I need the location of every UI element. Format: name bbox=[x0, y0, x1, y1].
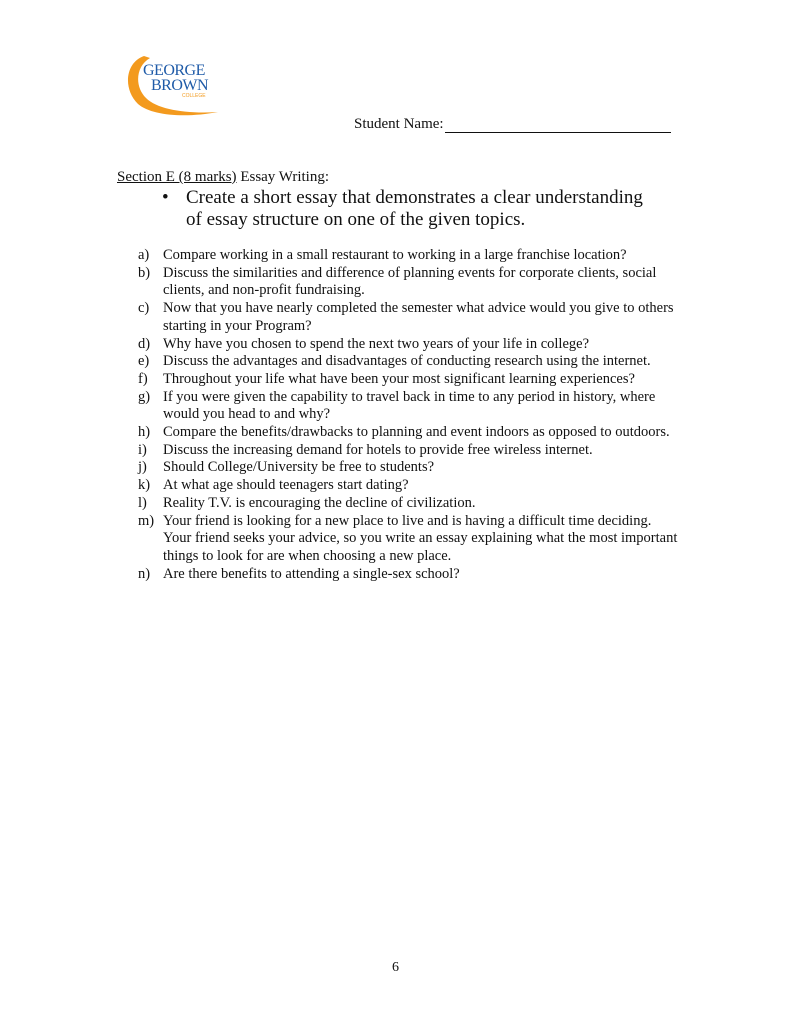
topic-item bbox=[138, 495, 678, 513]
topic-item bbox=[138, 353, 678, 371]
topic-text: Are there benefits to attending a single-sex school? bbox=[163, 565, 460, 582]
logo-line-george: GEORGE bbox=[143, 62, 205, 79]
topic-letter: d) bbox=[138, 335, 151, 352]
topic-text: Your friend is looking for a new place to live and is having a difficult time deciding. Your friend seeks your advice, so you write an essay explaining what the most important things to look for are when choosing a new place. bbox=[163, 512, 678, 564]
topic-letter: h) bbox=[138, 424, 151, 441]
topic-text: Should College/University be free to students? bbox=[163, 459, 435, 476]
topic-text: Throughout your life what have been your most significant learning experiences? bbox=[163, 370, 635, 387]
topic-letter: a) bbox=[138, 247, 150, 263]
instruction-text: Create a short essay that demonstrates a clear understanding of essay structure on one of the given topics. bbox=[186, 187, 643, 230]
topic-letter: n) bbox=[138, 565, 151, 582]
student-name-field bbox=[354, 116, 671, 133]
student-name-blank-line bbox=[445, 118, 671, 133]
topic-item bbox=[138, 389, 678, 424]
topic-letter: j) bbox=[138, 459, 147, 476]
topic-item bbox=[138, 513, 678, 566]
topic-text: If you were given the capability to travel back in time to any period in history, where would you head to and why? bbox=[163, 388, 656, 423]
page-number: 6 bbox=[392, 960, 399, 975]
topic-item bbox=[138, 247, 678, 265]
topic-letter: i) bbox=[138, 441, 147, 458]
section-heading bbox=[117, 169, 329, 186]
topic-letter: l) bbox=[138, 494, 147, 511]
topic-list bbox=[138, 247, 678, 583]
topic-text: Reality T.V. is encouraging the decline of civilization. bbox=[163, 494, 476, 511]
logo-graphic bbox=[124, 52, 224, 120]
topic-item bbox=[138, 336, 678, 354]
topic-text: Discuss the increasing demand for hotels to provide free wireless internet. bbox=[163, 441, 593, 458]
topic-item bbox=[138, 459, 678, 477]
logo-line-college: COLLEGE bbox=[182, 93, 206, 99]
topic-item bbox=[138, 442, 678, 460]
topic-letter: e) bbox=[138, 353, 150, 370]
section-title-rest: Essay Writing: bbox=[236, 169, 330, 185]
logo-line-brown: BROWN bbox=[151, 77, 209, 94]
topic-item bbox=[138, 300, 678, 335]
topic-text: Now that you have nearly completed the semester what advice would you give to others starting in your Program? bbox=[163, 300, 674, 334]
student-name-label: Student Name: bbox=[354, 116, 444, 132]
topic-text: Why have you chosen to spend the next two years of your life in college? bbox=[163, 335, 590, 352]
topic-item bbox=[138, 424, 678, 442]
topic-text: Compare the benefits/drawbacks to planning and event indoors as opposed to outdoors. bbox=[163, 424, 670, 441]
topic-item bbox=[138, 566, 678, 584]
section-title-underlined: Section E (8 marks) bbox=[117, 169, 237, 185]
topic-text: Discuss the similarities and difference of planning events for corporate clients, social clients, and non-profit fundraising. bbox=[163, 264, 657, 299]
topic-letter: m) bbox=[138, 512, 155, 529]
topic-letter: k) bbox=[138, 477, 151, 494]
topic-item bbox=[138, 477, 678, 495]
topic-item bbox=[138, 265, 678, 300]
topic-item bbox=[138, 371, 678, 389]
topic-text: Discuss the advantages and disadvantages of conducting research using the internet. bbox=[163, 353, 651, 370]
topic-text: Compare working in a small restaurant to working in a large franchise location? bbox=[163, 247, 627, 263]
topic-text: At what age should teenagers start dating? bbox=[163, 477, 409, 494]
topic-letter: b) bbox=[138, 264, 151, 281]
bullet-icon: • bbox=[162, 187, 169, 208]
topic-letter: c) bbox=[138, 300, 150, 317]
topic-letter: f) bbox=[138, 370, 148, 387]
george-brown-college-logo bbox=[124, 52, 224, 120]
instruction-bullet bbox=[162, 187, 662, 231]
topic-letter: g) bbox=[138, 388, 151, 405]
